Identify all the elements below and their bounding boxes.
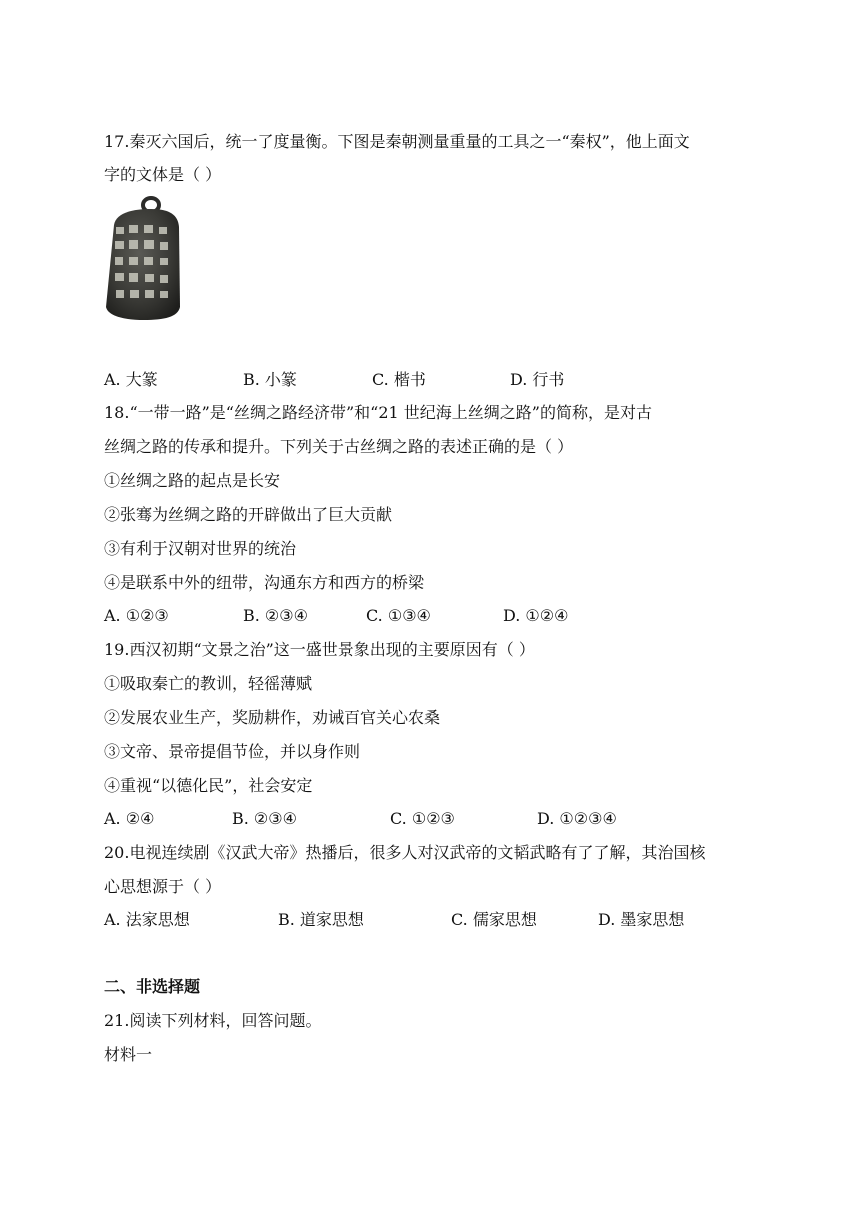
q19-option-a[interactable]: A. ②④	[104, 809, 155, 828]
q20-stem-line2: 心思想源于（ ）	[104, 877, 222, 896]
q19-option-d[interactable]: D. ①②③④	[537, 809, 617, 828]
q21-stem: 21.阅读下列材料，回答问题。	[104, 1011, 322, 1030]
q17-option-d[interactable]: D. 行书	[510, 370, 565, 389]
q19-option-c[interactable]: C. ①②③	[390, 809, 455, 828]
q17-option-c[interactable]: C. 楷书	[372, 370, 426, 389]
q18-item-4: ④是联系中外的纽带，沟通东方和西方的桥梁	[104, 573, 425, 592]
q19-item-4: ④重视“以德化民”，社会安定	[104, 776, 313, 795]
q18-item-3: ③有利于汉朝对世界的统治	[104, 539, 297, 558]
q18-stem-line2: 丝绸之路的传承和提升。下列关于古丝绸之路的表述正确的是（ ）	[104, 437, 574, 456]
q18-item-1: ①丝绸之路的起点是长安	[104, 471, 281, 490]
q20-stem-line1: 20.电视连续剧《汉武大帝》热播后，很多人对汉武帝的文韬武略有了了解，其治国核	[104, 843, 706, 862]
q18-option-b[interactable]: B. ②③④	[243, 606, 308, 625]
q20-option-d[interactable]: D. 墨家思想	[598, 910, 685, 929]
q20-option-a[interactable]: A. 法家思想	[104, 910, 190, 929]
q18-option-a[interactable]: A. ①②③	[104, 606, 169, 625]
q18-stem-line1: 18.“一带一路”是“丝绸之路经济带”和“21 世纪海上丝绸之路”的简称，是对古	[104, 403, 652, 422]
q18-option-c[interactable]: C. ①③④	[366, 606, 431, 625]
q17-option-a[interactable]: A. 大篆	[104, 370, 158, 389]
q20-option-b[interactable]: B. 道家思想	[278, 910, 364, 929]
q19-item-3: ③文帝、景帝提倡节俭，并以身作则	[104, 742, 361, 761]
q18-item-2: ②张骞为丝绸之路的开辟做出了巨大贡献	[104, 505, 393, 524]
section-heading: 二、非选择题	[104, 977, 201, 996]
q21-material-label: 材料一	[104, 1045, 153, 1064]
q19-stem: 19.西汉初期“文景之治”这一盛世景象出现的主要原因有（ ）	[104, 640, 535, 659]
q20-option-c[interactable]: C. 儒家思想	[451, 910, 537, 929]
qin-weight-image	[104, 195, 180, 321]
q19-item-2: ②发展农业生产，奖励耕作，劝诫百官关心农桑	[104, 708, 441, 727]
q18-option-d[interactable]: D. ①②④	[503, 606, 569, 625]
q17-stem-line2: 字的文体是（ ）	[104, 165, 222, 184]
q17-stem-line1: 17.秦灭六国后，统一了度量衡。下图是秦朝测量重量的工具之一“秦权”，他上面文	[104, 132, 690, 151]
q17-option-b[interactable]: B. 小篆	[243, 370, 297, 389]
q19-option-b[interactable]: B. ②③④	[232, 809, 297, 828]
q19-item-1: ①吸取秦亡的教训，轻徭薄赋	[104, 674, 313, 693]
